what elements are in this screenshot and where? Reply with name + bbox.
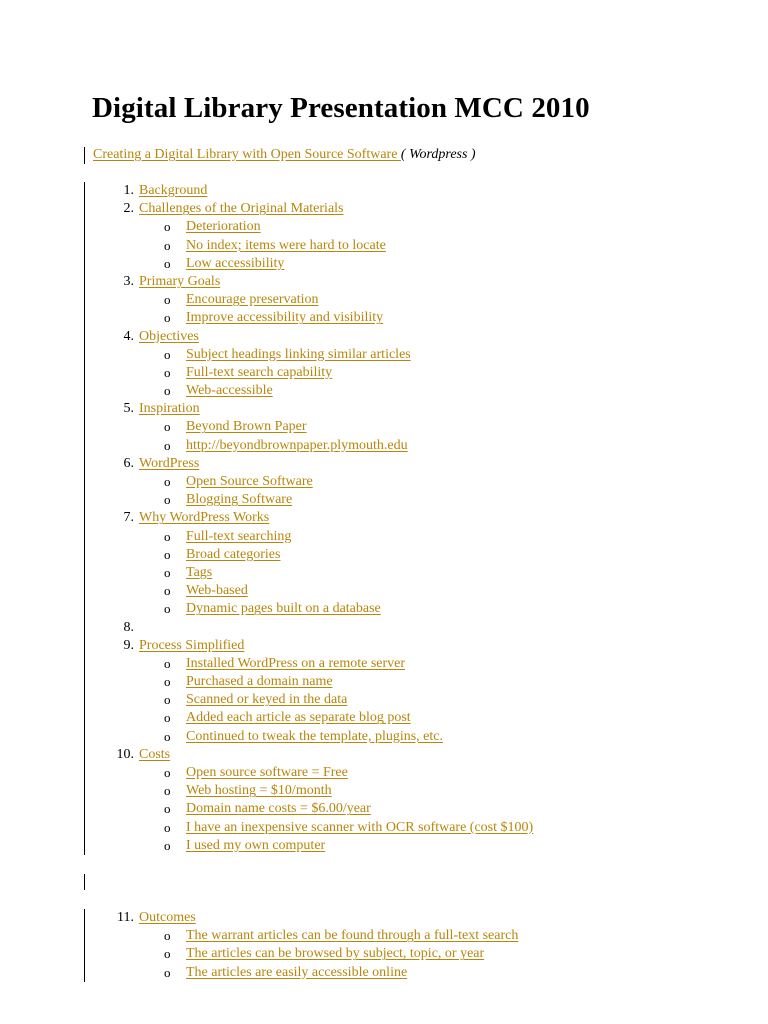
list-item-link[interactable]: Outcomes [139, 910, 196, 925]
bullet-marker: o [164, 346, 171, 362]
sub-item-link[interactable]: http://beyondbrownpaper.plymouth.edu [186, 437, 408, 453]
bullet-marker: o [164, 437, 171, 453]
bullet-marker: o [164, 474, 171, 489]
bullet-marker: o [164, 655, 171, 671]
list-number: 10. [116, 746, 134, 762]
bullet-marker: o [164, 528, 171, 544]
bullet-marker: o [164, 765, 171, 780]
list-number: 1. [123, 183, 134, 198]
list-item-link[interactable]: Costs [139, 746, 171, 762]
bullet-marker: o [164, 946, 171, 962]
sub-item-link[interactable]: Continued to tweak the template, plugins, etc. [186, 728, 443, 744]
list-number: 4. [123, 328, 134, 344]
sub-item-link[interactable]: Web-based [186, 583, 248, 599]
bullet-marker: o [164, 583, 171, 599]
change-bar-subtitle [84, 147, 85, 164]
bullet-marker: o [164, 364, 171, 380]
list-number: 9. [123, 637, 134, 653]
list-item-link[interactable]: Why WordPress Works [139, 510, 270, 526]
bullet-marker: o [164, 237, 171, 253]
list-item-link[interactable]: Challenges of the Original Materials [139, 201, 344, 217]
bullet-marker: o [164, 255, 171, 271]
sub-item-link[interactable]: The articles are easily accessible online [186, 964, 408, 980]
subtitle-link[interactable]: Creating a Digital Library with Open Source Software [93, 147, 401, 162]
sub-item-link[interactable]: Web hosting = $10/month [186, 783, 332, 799]
sub-item-link[interactable]: Subject headings linking similar articles [186, 346, 411, 362]
sub-item-link[interactable]: Beyond Brown Paper [186, 419, 307, 435]
bullet-marker: o [164, 728, 171, 744]
list-number: 2. [123, 201, 134, 217]
document-title: Digital Library Presentation MCC 2010 [92, 92, 590, 124]
bullet-marker: o [164, 310, 171, 326]
sub-item-link[interactable]: Domain name costs = $6.00/year [186, 801, 371, 817]
list-item-link[interactable]: WordPress [139, 455, 200, 471]
sub-item-link[interactable]: Full-text searching [186, 528, 292, 544]
bullet-marker: o [164, 837, 171, 853]
list-number: 6. [123, 455, 134, 471]
change-bar-empty [84, 874, 85, 890]
sub-item-link[interactable]: Deterioration [186, 219, 261, 235]
subtitle-suffix: ( Wordpress ) [400, 147, 476, 162]
bullet-marker: o [164, 801, 171, 817]
list-item-link[interactable]: Background [139, 183, 208, 198]
sub-item-link[interactable]: Encourage preservation [186, 292, 319, 308]
sub-item-link[interactable]: Open source software = Free [186, 765, 348, 780]
sub-item-link[interactable]: Installed WordPress on a remote server [186, 655, 406, 671]
bullet-marker: o [164, 546, 171, 562]
bullet-marker: o [164, 292, 171, 308]
sub-item-link[interactable]: Dynamic pages built on a database [186, 601, 381, 617]
sub-item-link[interactable]: Blogging Software [186, 492, 293, 508]
bullet-marker: o [164, 964, 171, 980]
change-bar-list [84, 182, 85, 855]
bullet-marker: o [164, 383, 171, 399]
sub-item-link[interactable]: Full-text search capability [186, 364, 333, 380]
sub-item-link[interactable]: Added each article as separate blog post [186, 710, 411, 726]
sub-item-link[interactable]: The warrant articles can be found through a full-text search [186, 928, 519, 944]
sub-item-link[interactable]: I have an inexpensive scanner with OCR software (cost $100) [186, 819, 534, 835]
sub-item-link[interactable]: Low accessibility [186, 255, 285, 271]
list-number: 11. [117, 910, 134, 925]
sub-item-link[interactable]: Scanned or keyed in the data [186, 692, 348, 708]
list-item-link[interactable]: Inspiration [139, 401, 200, 417]
bullet-marker: o [164, 783, 171, 799]
sub-item-link[interactable]: Web-accessible [186, 383, 273, 399]
bullet-marker: o [164, 564, 171, 580]
bullet-marker: o [164, 819, 171, 835]
list-number: 3. [123, 273, 134, 289]
list-number: 5. [123, 401, 134, 417]
sub-item-link[interactable]: Improve accessibility and visibility [186, 310, 384, 326]
subtitle [93, 147, 476, 163]
sub-item-link[interactable]: Tags [186, 564, 213, 580]
list-item-link[interactable]: Process Simplified [139, 637, 245, 653]
sub-item-link[interactable]: The articles can be browsed by subject, topic, or year [186, 946, 485, 962]
bullet-marker: o [164, 601, 171, 617]
list-item-link[interactable]: Primary Goals [139, 273, 221, 289]
list-number: 8. [123, 619, 134, 635]
sub-item-link[interactable]: Broad categories [186, 546, 281, 562]
bullet-marker: o [164, 710, 171, 726]
list-number: 7. [123, 510, 134, 526]
sub-item-link[interactable]: No index; items were hard to locate [186, 237, 386, 253]
bullet-marker: o [164, 692, 171, 708]
bullet-marker: o [164, 492, 171, 508]
bullet-marker: o [164, 419, 171, 435]
change-bar-outcomes [84, 909, 85, 982]
sub-item-link[interactable]: I used my own computer [186, 837, 326, 853]
bullet-marker: o [164, 928, 171, 944]
list-item-link[interactable]: Objectives [139, 328, 199, 344]
bullet-marker: o [164, 674, 171, 690]
sub-item-link[interactable]: Open Source Software [186, 474, 313, 489]
sub-item-link[interactable]: Purchased a domain name [186, 674, 333, 690]
bullet-marker: o [164, 219, 171, 235]
